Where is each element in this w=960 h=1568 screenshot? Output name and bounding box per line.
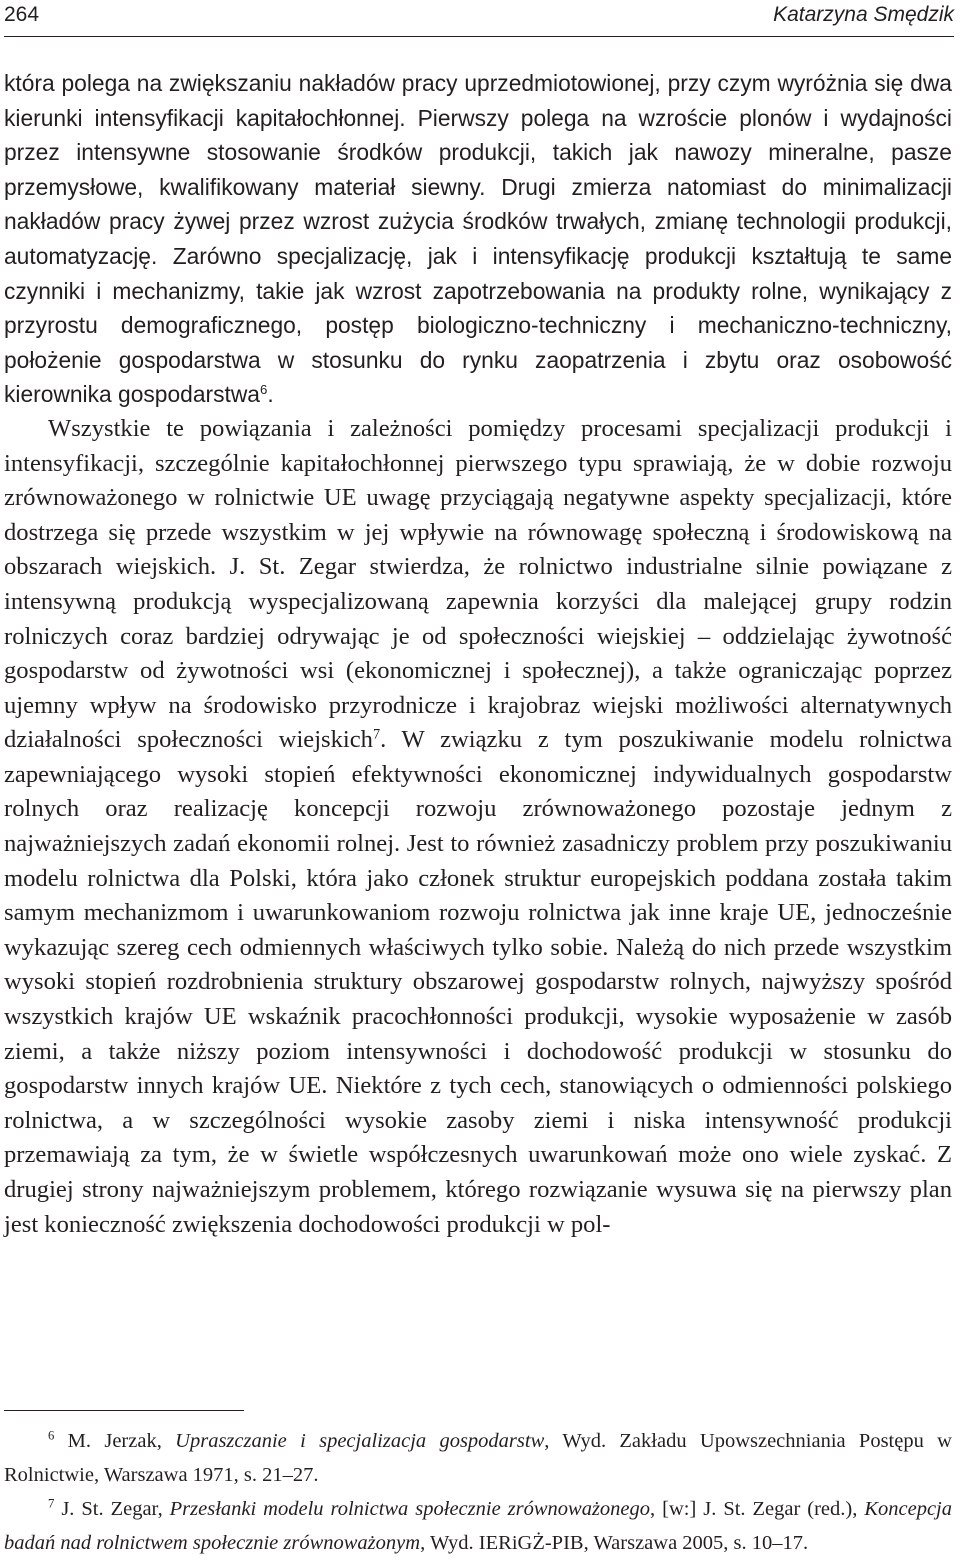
- running-head-author: Katarzyna Smędzik: [773, 3, 954, 26]
- footnote-book-title: Koncepcja badań nad rolnictwem społecznie zrównoważonym: [4, 1498, 952, 1554]
- footnote-6: [4, 1424, 952, 1492]
- paragraph-1: [4, 66, 952, 412]
- footnotes: [4, 1424, 952, 1560]
- paragraph-2-text: Wszystkie te powiązania i zależności pomiędzy procesami specjalizacji produkcji i intensyfikacji, szczególnie kapitałochłonnej pierwszego typu sprawiają, że w dobie rozwoju zrównoważonego w rolnictwie UE uwagę przyciągają negatywne aspekty specjalizacji, które dostrzega się przede wszystkim w jej wpływie na równowagę społeczną i środowiskową na obszarach wiejskich. J. St. Zegar stwierdza, że rolnictwo industrialne silnie powiązane z intensywną produkcją wyspecjalizowaną zapewnia korzyści dla malejącej grupy rodzin rolniczych coraz bardziej odrywając je od społeczności wiejskiej – oddzielając żywotność gospodarstw od żywotności wsi (ekonomicznej i społecznej), a także ograniczając poprzez ujemny wpływ na środowisko przyrodnicze i krajobraz wiejski możliwości alternatywnych działalności społeczności wiejskich: [4, 414, 952, 754]
- paragraph-1-text: która polega na zwiększaniu nakładów pracy uprzedmiotowionej, przy czym wyróżnia się dwa kierunki intensyfikacji kapitałochłonnej. Pierwszy polega na wzroście plonów i wydajności przez intensywne stosowanie środków produkcji, takich jak nawozy mineralne, pasze przemysłowe, kwalifikowany materiał siewny. Drugi zmierza natomiast do minimalizacji nakładów pracy żywej przez wzrost zużycia środków trwałych, zmianę technologii produkcji, automatyzację. Zarówno specjalizację, jak i intensyfikację produkcji kształtują te same czynniki i mechanizmy, takie jak wzrost zapotrzebowania na produkty rolne, wynikający z przyrostu demograficznego, postęp biologiczno-techniczny i mechaniczno-techniczny, położenie gospodarstwa w stosunku do rynku zaopatrzenia i zbytu oraz osobowość kierownika gospodarstwa: [4, 70, 952, 408]
- main-text: [4, 66, 952, 1242]
- footnote-author: M. Jerzak,: [54, 1430, 176, 1452]
- footnote-publication: , Wyd. Zakładu Upowszechniania Postępu w Rolnictwie, Warszawa 1971, s. 21–27.: [4, 1430, 952, 1486]
- paragraph-2: [4, 412, 952, 1242]
- running-header: [4, 0, 954, 37]
- footnote-ref-6[interactable]: 6: [259, 382, 268, 398]
- footnote-number: 7: [48, 1496, 55, 1511]
- footnote-ref-7[interactable]: 7: [372, 726, 381, 743]
- footnote-author: J. St. Zegar,: [54, 1498, 170, 1520]
- footnote-separator: [4, 1410, 244, 1411]
- footnote-7: [4, 1492, 952, 1560]
- page-number: 264: [4, 3, 40, 26]
- paragraph-1-end: .: [267, 381, 274, 408]
- footnote-editor: , [w:] J. St. Zegar (red.),: [650, 1498, 865, 1520]
- footnote-title: Upraszczanie i specjalizacja gospodarstw: [175, 1430, 545, 1452]
- footnote-number: 6: [48, 1428, 55, 1443]
- footnote-title: Przesłanki modelu rolnictwa społecznie zrównoważonego: [169, 1498, 651, 1520]
- paragraph-2-continuation: . W związku z tym poszukiwanie modelu rolnictwa zapewniającego wysoki stopień efektywności ekonomicznej indywidualnych gospodarstw rolnych oraz realizację koncepcji rozwoju zrównoważonego pozostaje jednym z najważniejszych zadań ekonomii rolnej. Jest to również zasadniczy problem przy poszukiwaniu modelu rolnictwa dla Polski, która jako członek struktur europejskich poddana została takim samym mechanizmom i uwarunkowaniom rozwoju rolnictwa jak inne kraje UE, jednocześnie wykazując szereg cech odmiennych właściwych tylko sobie. Należą do nich przede wszystkim wysoki stopień rozdrobnienia struktury obszarowej gospodarstw rolnych, najwyższy spośród wszystkich krajów UE wskaźnik pracochłonności produkcji, wysokie wyposażenie w zasób ziemi, a także niższy poziom intensywności i dochodowość produkcji w stosunku do gospodarstw innych krajów UE. Niektóre z tych cech, stanowiących o odmienności polskiego rolnictwa, a w szczególności wysokie zasoby ziemi i niska intensywność produkcji przemawiają za tym, że w świetle współczesnych uwarunkowań może ono wiele zyskać. Z drugiej strony najważniejszym problemem, którego rozwiązanie wysuwa się na pierwszy plan jest konieczność zwiększenia dochodowości produkcji w pol-: [4, 726, 952, 1238]
- footnote-publication: , Wyd. IERiGŻ-PIB, Warszawa 2005, s. 10–17.: [420, 1532, 809, 1554]
